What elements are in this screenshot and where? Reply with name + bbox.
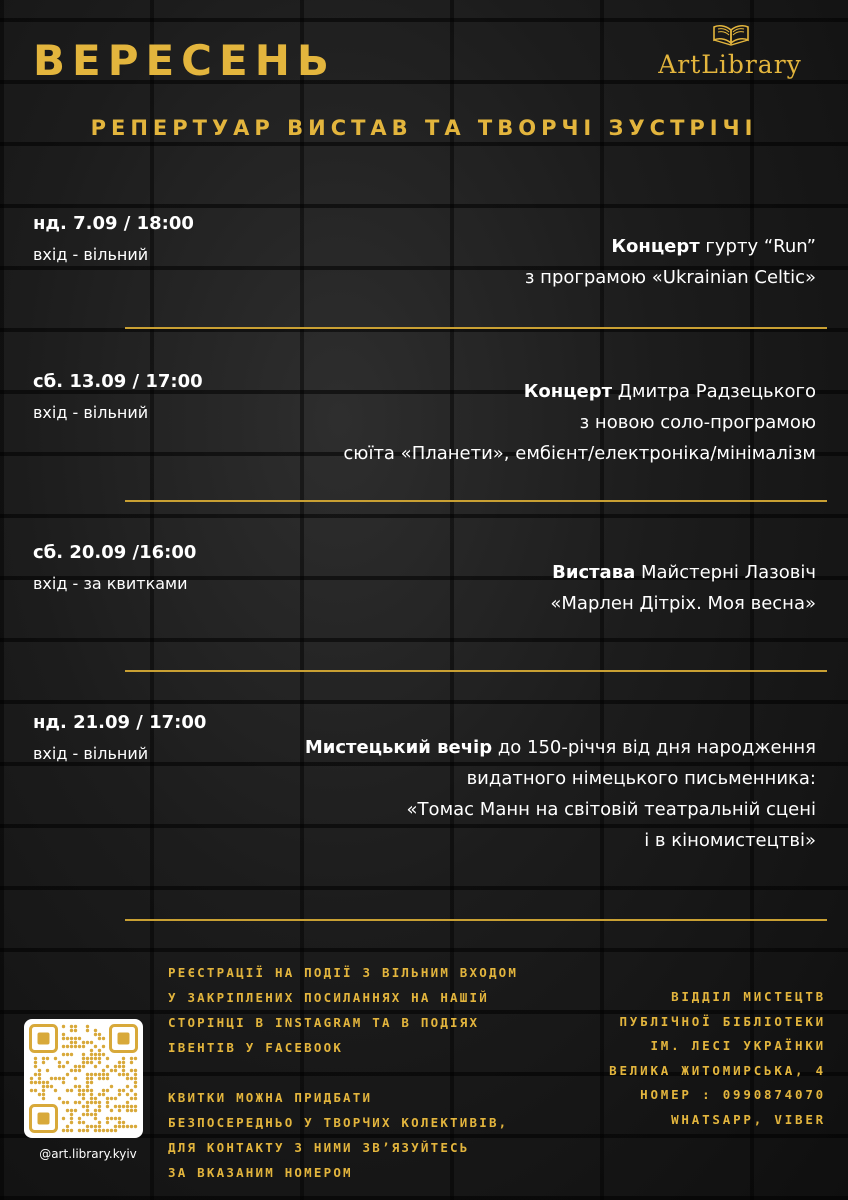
event-line: видатного німецького письменника: [466, 768, 816, 789]
page-subtitle: РЕПЕРТУАР ВИСТАВ ТА ТВОРЧІ ЗУСТРІЧІ [90, 116, 758, 140]
event-line [550, 557, 816, 588]
logo-text: ArtLibrary [658, 50, 802, 79]
registration-info [168, 960, 568, 1185]
event-line: з новою соло-програмою [579, 412, 816, 433]
event-description [525, 231, 816, 293]
event-description [343, 376, 816, 469]
event-line [525, 231, 816, 262]
info-line: У ЗАКРІПЛЕНИХ ПОСИЛАННЯХ НА НАШІЙ [168, 990, 489, 1005]
info-line: ІВЕНТІВ У FACEBOOK [168, 1040, 344, 1055]
event-date: нд. 21.09 / 17:00 [33, 712, 207, 733]
event-line-text: Дмитра Радзецького [612, 381, 816, 402]
event-type: Вистава [552, 562, 636, 583]
divider [125, 919, 827, 921]
contact-line: ВІДДІЛ МИСТЕЦТВ [671, 989, 826, 1004]
open-book-icon [712, 24, 750, 46]
event-line: сюїта «Планети», ембієнт/електроніка/мінімалізм [343, 443, 816, 464]
event-type: Концерт [523, 381, 613, 402]
contact-line: ІМ. ЛЕСІ УКРАЇНКИ [650, 1038, 826, 1053]
qr-code-icon[interactable] [24, 1019, 143, 1138]
event-description [550, 557, 816, 619]
event-line: з програмою «Ukrainian Celtic» [524, 267, 816, 288]
event-line [343, 376, 816, 407]
info-line: КВИТКИ МОЖНА ПРИДБАТИ [168, 1090, 373, 1105]
event-line [305, 732, 816, 763]
info-line: ДЛЯ КОНТАКТУ З НИМИ ЗВ’ЯЗУЙТЕСЬ [168, 1140, 470, 1155]
contact-line: WHATSAPP, VIBER [671, 1111, 826, 1127]
event-entry: вхід - за квитками [33, 574, 188, 593]
info-line: РЕЄСТРАЦІЇ НА ПОДІЇ З ВІЛЬНИМ ВХОДОМ [168, 965, 519, 980]
divider [125, 327, 827, 329]
info-line: БЕЗПОСЕРЕДНЬО У ТВОРЧИХ КОЛЕКТИВІВ, [168, 1115, 509, 1130]
event-line-text: до 150-річчя від дня народження [492, 737, 816, 758]
event-entry: вхід - вільний [33, 403, 149, 422]
event-type: Мистецький вечір [304, 737, 493, 758]
divider [125, 670, 827, 672]
event-line: «Томас Манн на світовій театральній сцені [406, 799, 816, 820]
event-description [305, 732, 816, 856]
divider [125, 500, 827, 502]
contact-info [609, 985, 826, 1132]
event-entry: вхід - вільний [33, 744, 149, 763]
info-line: ЗА ВКАЗАНИМ НОМЕРОМ [168, 1165, 353, 1180]
event-line-text: гурту “Run” [699, 236, 816, 257]
event-line: «Марлен Дітріх. Моя весна» [550, 593, 816, 614]
event-type: Концерт [611, 236, 700, 257]
contact-line: ВЕЛИКА ЖИТОМИРСЬКА, 4 [609, 1062, 826, 1078]
art-library-logo [640, 24, 820, 80]
event-date: нд. 7.09 / 18:00 [33, 213, 194, 234]
event-line: і в кіномистецтві» [644, 830, 816, 851]
instagram-handle[interactable]: @art.library.kyiv [39, 1147, 137, 1161]
contact-line: ПУБЛІЧНОЇ БІБЛІОТЕКИ [619, 1013, 826, 1029]
contact-line: НОМЕР : 0990874070 [640, 1087, 826, 1102]
qr-code-graphic [24, 1019, 143, 1138]
event-date: сб. 13.09 / 17:00 [33, 371, 203, 392]
event-line-text: Майстерні Лазовіч [635, 562, 816, 583]
event-date: сб. 20.09 /16:00 [33, 542, 197, 563]
info-line: СТОРІНЦІ В INSTAGRAM ТА В ПОДІЯХ [168, 1015, 480, 1030]
event-entry: вхід - вільний [33, 245, 149, 264]
month-title: ВЕРЕСЕНЬ [33, 36, 336, 85]
